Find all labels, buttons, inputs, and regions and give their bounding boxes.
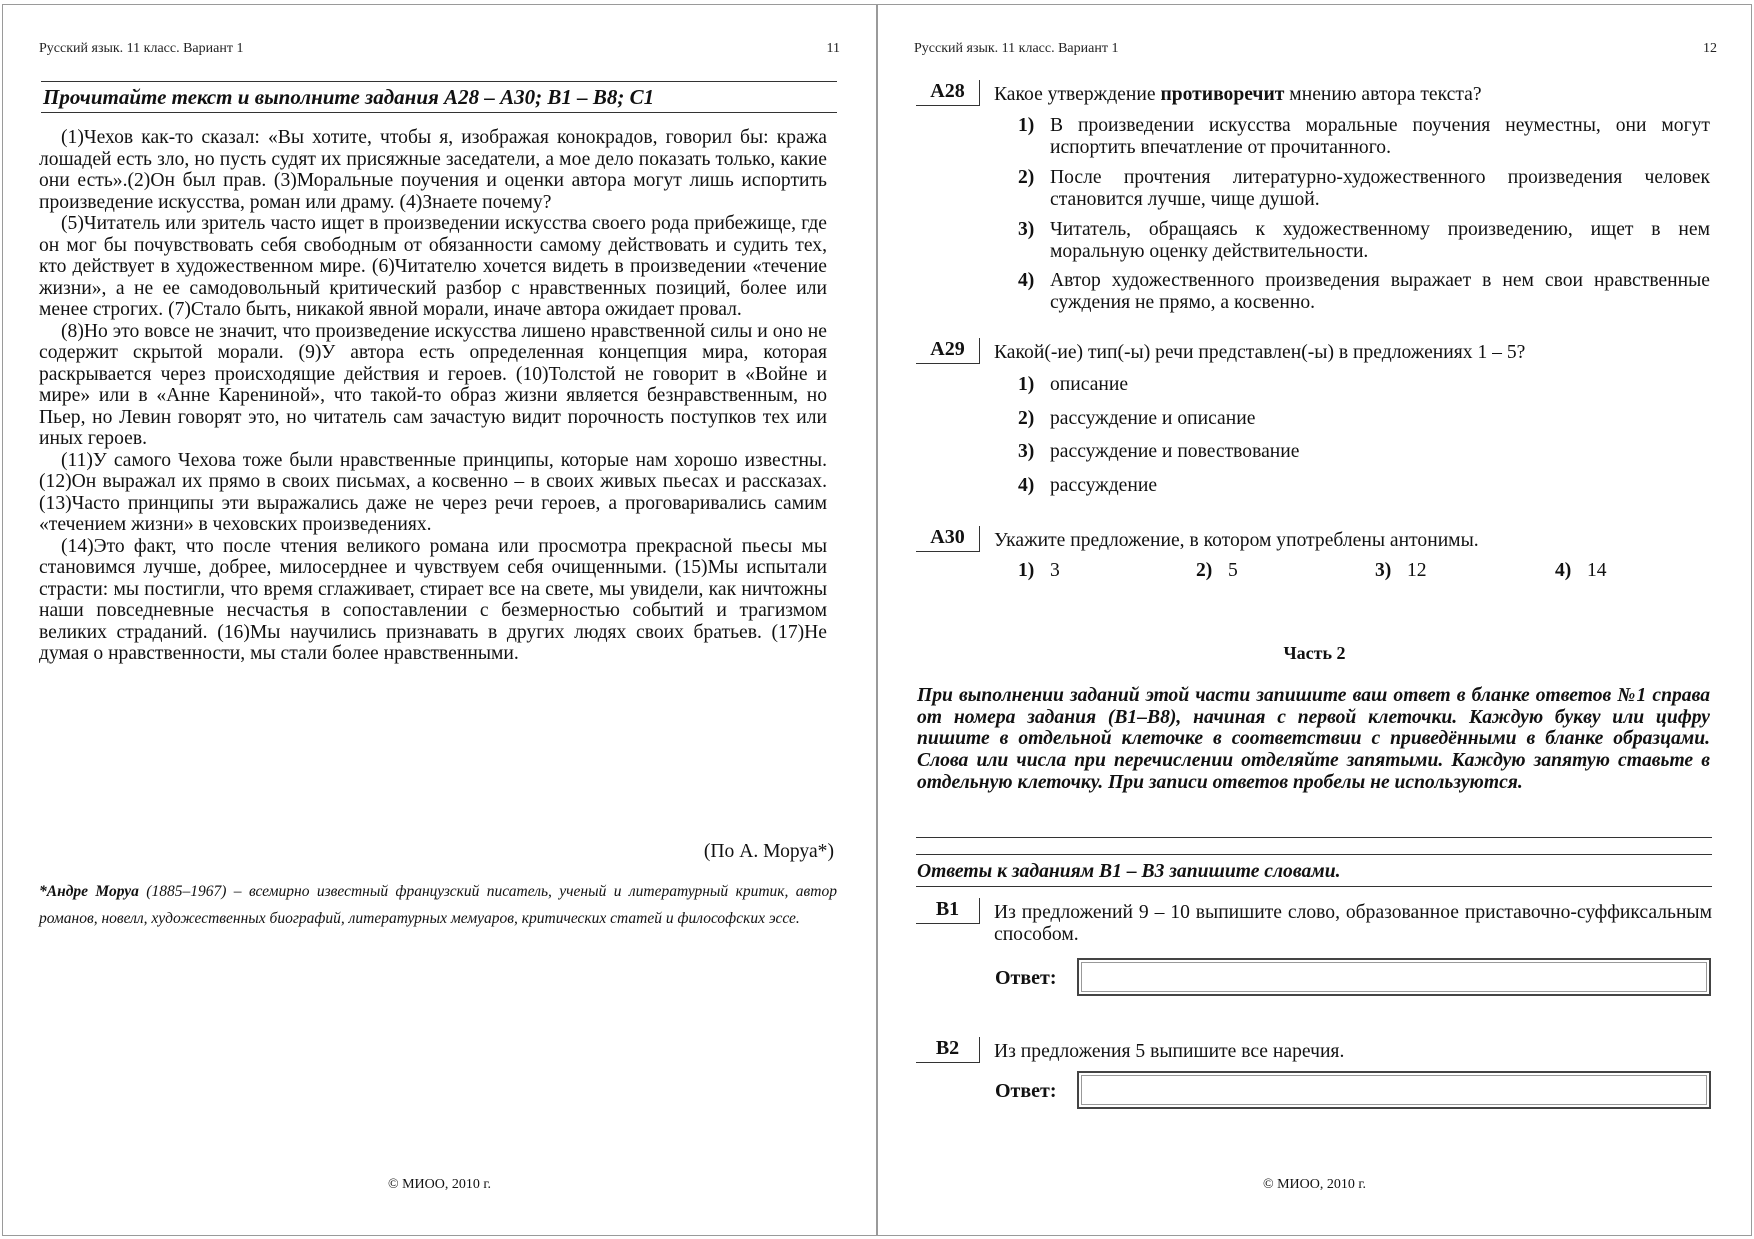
paragraph: (5)Читатель или зритель часто ищет в произведении искусства своего рода прибежище, где он мог бы почувствовать себя свободным от обязанности самому действовать и судить тех, кто действует в художественном мире. (6)Читателю хочется видеть в произведении «течение жизни», а не ее самодовольный критический разбор с нравственных позиций, более или менее строгих. (7)Стало быть, никакой явной морали, иначе автора ожидает провал. xyxy=(39,213,827,320)
page-number: 11 xyxy=(826,41,840,56)
task-label-a29: А29 xyxy=(916,338,980,364)
a28-option-1[interactable] xyxy=(1018,115,1710,159)
a30-option-2[interactable] xyxy=(1196,560,1238,582)
b-section-title: Ответы к заданиям В1 – В3 запишите словами. xyxy=(917,861,1341,882)
part-2-instructions: При выполнении заданий этой части запишите ваш ответ в бланке ответов №1 справа от номера задания (В1–В8), начиная с первой клеточки. Каждую букву или цифру пишите в отдельной клеточке в соответствии с приведёнными в бланке образцами. Слова или числа при перечислении отделяйте запятыми. Каждую запятую ставьте в отдельную клеточку. При записи ответов пробелы не используются. xyxy=(917,685,1710,793)
q-text: мнению автора текста? xyxy=(1284,84,1482,105)
a29-option-3[interactable] xyxy=(1018,441,1300,463)
paragraph: (1)Чехов как-то сказал: «Вы хотите, чтобы я, изображая конокрадов, говорил бы: кража лошадей есть зло, но пусть судят их присяжные заседатели, а мое дело показать только, какие они есть».(2)Он был прав. (3)Моральные поучения и оценки автора могут лишь испортить произведение искусства, роман или драму. (4)Знаете почему? xyxy=(39,127,827,213)
a28-question xyxy=(994,84,1482,106)
paragraph: (8)Но это вовсе не значит, что произведение искусства лишено нравственной силы и оно не содержит скрытой морали. (9)У автора есть определенная концепция мира, которая раскрывается через происходящие действия и героев. (10)Толстой не говорит в «Войне и мире» или в «Анне Карениной», что такой-то образ жизни является безнравственным, но Пьер, но Левин говорят это, но читатель сам зачастую видит порочность поступков тех или иных героев. xyxy=(39,320,827,449)
option-number: 1) xyxy=(1018,374,1035,395)
option-number: 4) xyxy=(1018,270,1035,291)
page-12 xyxy=(877,4,1752,1236)
option-number: 1) xyxy=(1018,560,1035,581)
divider xyxy=(916,837,1712,838)
b2-answer-label: Ответ: xyxy=(995,1080,1057,1102)
a29-option-2[interactable] xyxy=(1018,408,1256,430)
divider xyxy=(41,112,837,113)
footer-copyright: © МИОО, 2010 г. xyxy=(387,1177,492,1192)
footnote-name: *Андре Моруа xyxy=(39,883,139,900)
option-number: 2) xyxy=(1018,408,1035,429)
a28-option-4[interactable] xyxy=(1018,270,1710,314)
option-text: 3 xyxy=(1050,560,1060,581)
footer-copyright: © МИОО, 2010 г. xyxy=(1262,1177,1367,1192)
a30-option-4[interactable] xyxy=(1555,560,1607,582)
page-11 xyxy=(2,4,877,1236)
attribution: (По А. Моруа*) xyxy=(703,841,834,862)
option-text: 5 xyxy=(1228,560,1238,581)
task-label-b2: В2 xyxy=(916,1037,980,1063)
option-number: 1) xyxy=(1018,115,1035,136)
reading-text xyxy=(39,127,827,665)
divider xyxy=(916,886,1712,887)
b1-question: Из предложений 9 – 10 выпишите слово, образованное приставочно-суффиксальным способом. xyxy=(994,902,1712,945)
option-text: рассуждение и описание xyxy=(1050,408,1256,429)
option-number: 4) xyxy=(1018,475,1035,496)
footnote-text: (1885–1967) – всемирно известный французский писатель, ученый и литературный критик, автор романов, новелл, художественных биографий, литературных мемуаров, критических статей и философских эссе. xyxy=(39,883,837,927)
divider xyxy=(41,81,837,82)
b2-question: Из предложения 5 выпишите все наречия. xyxy=(994,1041,1345,1062)
option-text: Читатель, обращаясь к художественному произведению, ищет в нем моральную оценку действительности. xyxy=(1050,219,1710,262)
a29-option-4[interactable] xyxy=(1018,475,1158,497)
a29-question: Какой(-ие) тип(-ы) речи представлен(-ы) в предложениях 1 – 5? xyxy=(994,342,1526,363)
b1-answer-field[interactable] xyxy=(1077,958,1711,996)
a30-option-3[interactable] xyxy=(1375,560,1427,582)
page-header: Русский язык. 11 класс. Вариант 1 xyxy=(39,41,244,56)
q-emphasis: противоречит xyxy=(1160,84,1285,105)
option-number: 2) xyxy=(1196,560,1213,581)
task-label-a30: А30 xyxy=(916,526,980,552)
part-2-title: Часть 2 xyxy=(1283,643,1346,663)
option-text: После прочтения литературно-художественного произведения человек становится лучше, чище душой. xyxy=(1050,167,1710,210)
option-number: 2) xyxy=(1018,167,1035,188)
option-text: Автор художественного произведения выражает в нем свои нравственные суждения не прямо, а косвенно. xyxy=(1050,270,1710,313)
task-label-b1: В1 xyxy=(916,898,980,924)
option-number: 3) xyxy=(1018,441,1035,462)
a29-option-1[interactable] xyxy=(1018,374,1129,396)
divider xyxy=(916,854,1712,855)
option-number: 3) xyxy=(1018,219,1035,240)
option-text: В произведении искусства моральные поучения неуместны, они могут испортить впечатление от прочитанного. xyxy=(1050,115,1710,158)
option-text: 12 xyxy=(1407,560,1427,581)
footnote xyxy=(39,879,837,932)
q-text: Какое утверждение xyxy=(994,84,1161,105)
option-text: рассуждение и повествование xyxy=(1050,441,1300,462)
b1-answer-label: Ответ: xyxy=(995,967,1057,989)
a30-question: Укажите предложение, в котором употреблены антонимы. xyxy=(994,530,1479,551)
a28-option-2[interactable] xyxy=(1018,167,1710,211)
option-number: 4) xyxy=(1555,560,1572,581)
page-number: 12 xyxy=(1703,41,1717,56)
option-text: 14 xyxy=(1587,560,1607,581)
a30-option-1[interactable] xyxy=(1018,560,1060,582)
option-text: рассуждение xyxy=(1050,475,1158,496)
option-number: 3) xyxy=(1375,560,1392,581)
page-header: Русский язык. 11 класс. Вариант 1 xyxy=(914,41,1119,56)
section-heading: Прочитайте текст и выполните задания А28 – А30; В1 – В8; С1 xyxy=(43,85,655,109)
paragraph: (14)Это факт, что после чтения великого романа или просмотра прекрасной пьесы мы становимся лучше, добрее, милосерднее и чувствуем себя очищенными. (15)Мы испытали страсти: мы постигли, что время сглаживает, стирает все на свете, мы увидели, как ничтожны наши повседневные несчастья в сопоставлении с безмерностью событий и трагизмом великих страданий. (16)Мы научились признавать в других людях своих братьев. (17)Не думая о нравственности, мы стали более нравственными. xyxy=(39,535,827,664)
paragraph: (11)У самого Чехова тоже были нравственные принципы, которые нам хорошо известны. (12)Он выражал их прямо в своих письмах, а косвенно – в своих живых пьесах и рассказах. (13)Часто принципы эти выражались даже не через речи героев, а проговаривались самим «течением жизни» в чеховских произведениях. xyxy=(39,449,827,535)
b2-answer-field[interactable] xyxy=(1077,1071,1711,1109)
option-text: описание xyxy=(1050,374,1129,395)
task-label-a28: А28 xyxy=(916,80,980,106)
a28-option-3[interactable] xyxy=(1018,219,1710,263)
